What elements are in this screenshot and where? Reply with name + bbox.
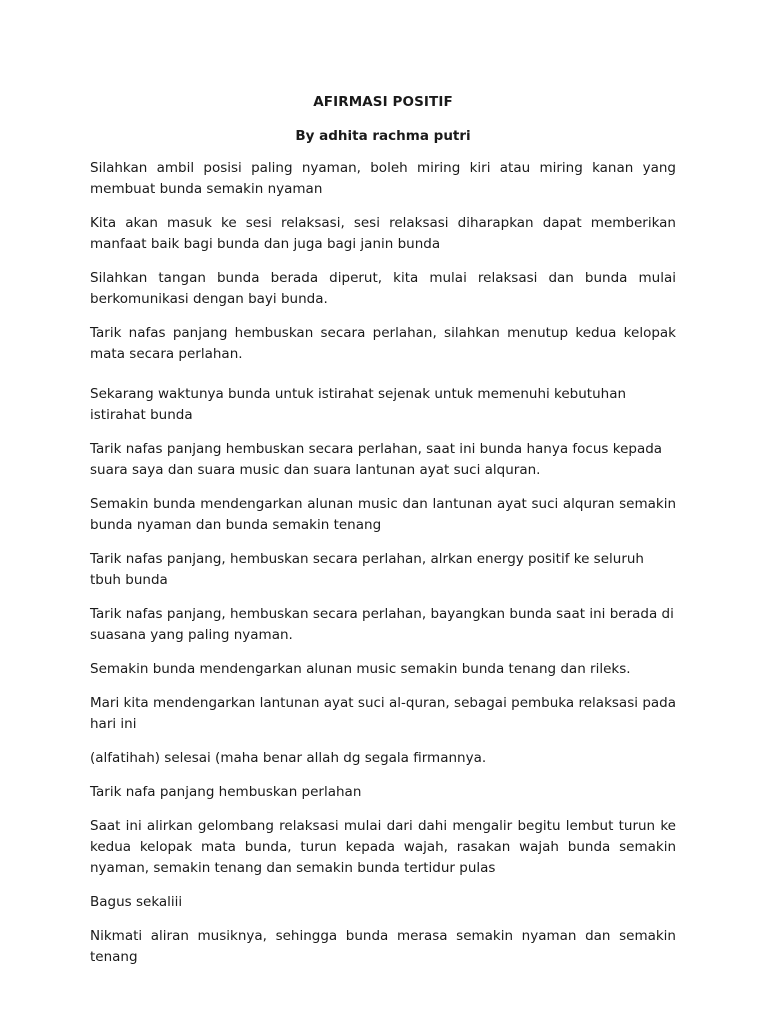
paragraph: Mari kita mendengarkan lantunan ayat suci al-quran, sebagai pembuka relaksasi pada hari ini [90,695,676,732]
paragraph: Bagus sekaliii [90,894,183,910]
paragraph: Tarik nafas panjang hembuskan secara perlahan, silahkan menutup kedua kelopak mata secara perlahan. [90,325,676,362]
paragraph: Tarik nafas panjang, hembuskan secara perlahan, alrkan energy positif ke seluruh tbuh bunda [90,551,644,588]
paragraph: Nikmati aliran musiknya, sehingga bunda merasa semakin nyaman dan semakin tenang [90,928,676,965]
paragraph: Semakin bunda mendengarkan alunan music semakin bunda tenang dan rileks. [90,661,631,677]
document-byline: By adhita rachma putri [295,128,471,144]
paragraph: Silahkan tangan bunda berada diperut, kita mulai relaksasi dan bunda mulai berkomunikasi dengan bayi bunda. [90,270,676,307]
paragraph: Tarik nafa panjang hembuskan perlahan [90,784,362,800]
paragraph: Sekarang waktunya bunda untuk istirahat sejenak untuk memenuhi kebutuhan istirahat bunda [90,386,627,423]
document-page [90,92,676,981]
paragraph: Semakin bunda mendengarkan alunan music dan lantunan ayat suci alquran semakin bunda nyaman dan bunda semakin tenang [90,496,676,533]
paragraph: Kita akan masuk ke sesi relaksasi, sesi relaksasi diharapkan dapat memberikan manfaat baik bagi bunda dan juga bagi janin bunda [90,215,676,252]
paragraph: (alfatihah) selesai (maha benar allah dg segala firmannya. [90,750,487,766]
paragraph: Tarik nafas panjang, hembuskan secara perlahan, bayangkan bunda saat ini berada di suasana yang paling nyaman. [90,606,674,643]
paragraph: Silahkan ambil posisi paling nyaman, boleh miring kiri atau miring kanan yang membuat bunda semakin nyaman [90,160,676,197]
paragraph: Saat ini alirkan gelombang relaksasi mulai dari dahi mengalir begitu lembut turun ke kedua kelopak mata bunda, turun kepada wajah, rasakan wajah bunda semakin nyaman, semakin tenang dan semakin bunda tertidur pulas [90,818,676,876]
document-title: AFIRMASI POSITIF [313,94,453,110]
paragraph: Tarik nafas panjang hembuskan secara perlahan, saat ini bunda hanya focus kepada suara saya dan suara music dan suara lantunan ayat suci alquran. [90,441,663,478]
